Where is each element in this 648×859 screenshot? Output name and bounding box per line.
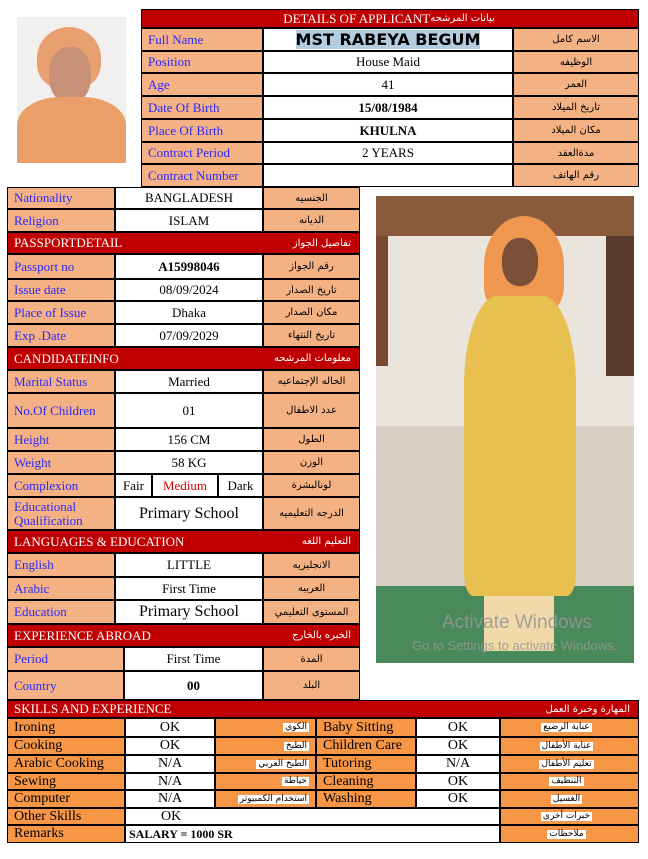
arabic-label-6: رقم الهاتف <box>513 164 639 187</box>
value-6 <box>263 164 513 187</box>
skill-arabic <box>500 773 639 790</box>
skill-arabic-text: الطبخ <box>285 740 307 751</box>
skill-arabic-text: الغسيل <box>552 793 581 804</box>
value-11: 58 KG <box>115 451 263 474</box>
other-label: Other Skills <box>7 808 125 825</box>
skill-arabic <box>215 737 316 755</box>
skill-arabic-text: عناية الأطفال <box>541 740 592 751</box>
label-educational-qualification: Educational Qualification <box>7 497 115 530</box>
skill-value: N/A <box>125 755 215 773</box>
other-arabic <box>500 808 639 825</box>
skill-arabic <box>500 790 639 808</box>
label-4: Place Of Birth <box>141 119 263 142</box>
arabic-label-4: تاريخ الصدار <box>263 279 360 301</box>
value-5: Dhaka <box>115 301 263 324</box>
skill-label: Ironing <box>7 718 125 737</box>
skill-arabic-text: تعليم الأطفال <box>541 758 592 769</box>
full-body-photo <box>376 196 634 663</box>
details-title-ar: بيانات المرشحه <box>430 13 495 24</box>
remarks-value: SALARY = 1000 SR <box>125 825 500 843</box>
skill-arabic <box>215 755 316 773</box>
section-header-2 <box>7 232 360 254</box>
arabic-label-4: مكان الميلاد <box>513 119 639 142</box>
skill-label: Children Care <box>316 737 416 755</box>
label-passport-no: Passport no <box>7 254 115 279</box>
arabic-label-0: الجنسيه <box>263 187 360 209</box>
skill-value: OK <box>125 737 215 755</box>
value-20: 00 <box>124 671 263 700</box>
section-header-7 <box>7 347 360 370</box>
skill-value: OK <box>416 737 500 755</box>
skill-label: Cleaning <box>316 773 416 790</box>
section-title-ar: تفاصيل الجواز <box>292 237 351 249</box>
value-4: KHULNA <box>263 119 513 142</box>
remarks-arabic-text: ملاحظات <box>549 828 584 839</box>
arabic-label-3: تاريخ الميلاد <box>513 96 639 119</box>
section-title-ar: التعليم اللغه <box>301 536 351 547</box>
value-17: Primary School <box>115 600 263 624</box>
skill-label: Washing <box>316 790 416 808</box>
value-15: LITTLE <box>115 553 263 577</box>
skill-arabic <box>500 755 639 773</box>
skill-value: N/A <box>125 773 215 790</box>
skill-arabic <box>215 718 316 737</box>
value-8: Married <box>115 370 263 393</box>
skill-arabic-text: الطبخ العربي <box>258 758 307 769</box>
section-title: CANDIDATEINFO <box>14 350 119 366</box>
value-9: 01 <box>115 393 263 428</box>
section-header-14 <box>7 530 360 553</box>
skill-arabic <box>215 790 316 808</box>
full-name-value: MST RABEYA BEGUM <box>295 30 481 49</box>
value-13: Primary School <box>115 497 263 530</box>
value-2: 41 <box>263 73 513 96</box>
skill-label: Cooking <box>7 737 125 755</box>
section-title-ar: معلومات المرشحه <box>274 353 351 364</box>
skill-arabic-text: الكوي <box>285 722 307 732</box>
value-0 <box>263 28 513 51</box>
skill-value: N/A <box>125 790 215 808</box>
skill-value: OK <box>416 718 500 737</box>
arabic-label-12: لونالبشرة <box>263 474 360 497</box>
arabic-label-11: الوزن <box>263 451 360 474</box>
arabic-label-1: الديانه <box>263 209 360 232</box>
arabic-label-15: الانجليزيه <box>263 553 360 577</box>
arabic-label-9: عدد الاطفال <box>263 393 360 428</box>
arabic-label-3: رقم الجواز <box>263 254 360 279</box>
label-0: Full Name <box>141 28 263 51</box>
label-exp-date: Exp .Date <box>7 324 115 347</box>
other-arabic-text: خبرات أخرى <box>542 811 591 821</box>
label-arabic: Arabic <box>7 577 115 600</box>
label-weight: Weight <box>7 451 115 474</box>
arabic-label-1: الوظيفه <box>513 51 639 73</box>
arabic-label-2: العمر <box>513 73 639 96</box>
section-header-18 <box>7 624 360 647</box>
label-country: Country <box>7 671 124 700</box>
skill-arabic <box>500 718 639 737</box>
arabic-label-16: العربيه <box>263 577 360 600</box>
complexion-option-medium: Medium <box>152 474 218 497</box>
section-title: EXPERIENCE ABROAD <box>14 627 151 643</box>
arabic-label-17: المستوى التعليمي <box>263 600 360 624</box>
arabic-label-20: البلد <box>263 671 360 700</box>
watermark-activate: Activate Windows <box>442 612 592 633</box>
skill-label: Arabic Cooking <box>7 755 125 773</box>
value-16: First Time <box>115 577 263 600</box>
value-5: 2 YEARS <box>263 142 513 164</box>
label-height: Height <box>7 428 115 451</box>
skill-arabic-text: عناية الرضيع <box>543 722 590 732</box>
value-3: 15/08/1984 <box>263 96 513 119</box>
label-period: Period <box>7 647 124 671</box>
label-complexion: Complexion <box>7 474 115 497</box>
value-1: House Maid <box>263 51 513 73</box>
value-19: First Time <box>124 647 263 671</box>
skill-value: OK <box>416 773 500 790</box>
value-10: 156 CM <box>115 428 263 451</box>
label-education: Education <box>7 600 115 624</box>
arabic-label-6: تاريخ النتهاء <box>263 324 360 347</box>
skill-value: OK <box>125 718 215 737</box>
skill-label: Baby Sitting <box>316 718 416 737</box>
label-3: Date Of Birth <box>141 96 263 119</box>
details-header <box>141 9 639 28</box>
skill-label: Tutoring <box>316 755 416 773</box>
skills-title: SKILLS AND EXPERIENCE <box>14 701 172 716</box>
skill-label: Computer <box>7 790 125 808</box>
other-value: OK <box>125 808 500 825</box>
label-no-of-children: No.Of Children <box>7 393 115 428</box>
complexion-option-dark: Dark <box>218 474 263 497</box>
label-religion: Religion <box>7 209 115 232</box>
section-title: PASSPORTDETAIL <box>14 235 123 250</box>
section-title-ar: الخبره بالخارج <box>292 630 351 641</box>
skills-header <box>7 700 639 718</box>
label-marital-status: Marital Status <box>7 370 115 393</box>
skill-arabic <box>500 737 639 755</box>
remarks-arabic <box>500 825 639 843</box>
label-issue-date: Issue date <box>7 279 115 301</box>
complexion-option-fair: Fair <box>115 474 152 497</box>
value-0: BANGLADESH <box>115 187 263 209</box>
arabic-label-10: الطول <box>263 428 360 451</box>
arabic-label-5: مدةالعقد <box>513 142 639 164</box>
label-6: Contract Number <box>141 164 263 187</box>
arabic-label-5: مكان الصدار <box>263 301 360 324</box>
arabic-label-0: الاسم كامل <box>513 28 639 51</box>
label-nationality: Nationality <box>7 187 115 209</box>
remarks-label: Remarks <box>7 825 125 843</box>
value-6: 07/09/2029 <box>115 324 263 347</box>
arabic-label-13: الدرجه التعليميه <box>263 497 360 530</box>
section-title: LANGUAGES & EDUCATION <box>14 533 185 549</box>
value-1: ISLAM <box>115 209 263 232</box>
skill-arabic-text: خياطة <box>283 776 307 786</box>
passport-photo <box>17 17 126 163</box>
skill-label: Sewing <box>7 773 125 790</box>
label-2: Age <box>141 73 263 96</box>
details-title: DETAILS OF APPLICANT <box>283 10 431 26</box>
skill-arabic-text: التنظيف <box>551 776 582 786</box>
skill-arabic <box>215 773 316 790</box>
label-5: Contract Period <box>141 142 263 164</box>
value-3: A15998046 <box>115 254 263 279</box>
skill-arabic-text: استخدام الكمبيوتر <box>239 793 307 804</box>
skill-value: N/A <box>416 755 500 773</box>
arabic-label-19: المدة <box>263 647 360 671</box>
skill-value: OK <box>416 790 500 808</box>
label-1: Position <box>141 51 263 73</box>
watermark-settings: Go to Settings to activate Windows. <box>412 638 618 653</box>
label-english: English <box>7 553 115 577</box>
label-place-of-issue: Place of Issue <box>7 301 115 324</box>
value-4: 08/09/2024 <box>115 279 263 301</box>
arabic-label-8: الحاله الإجتماعيه <box>263 370 360 393</box>
skills-title-ar: المهارة وخبرة العمل <box>545 703 630 715</box>
